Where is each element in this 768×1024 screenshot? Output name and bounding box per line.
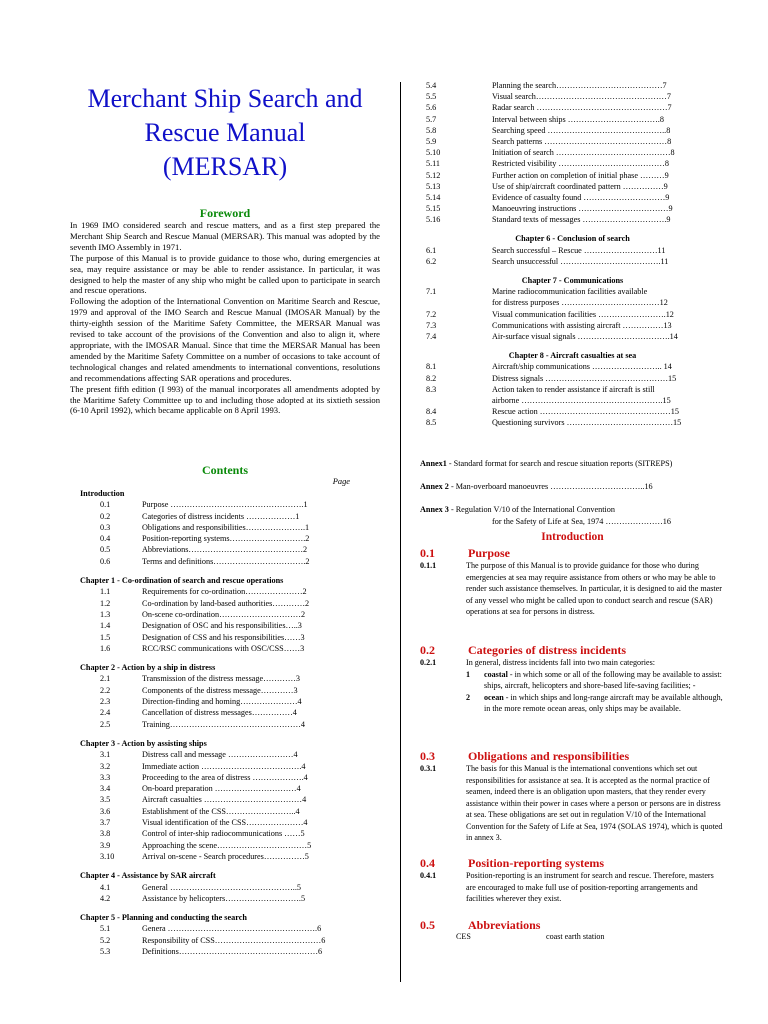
toc-entry bbox=[70, 685, 380, 696]
toc-entry bbox=[70, 673, 380, 684]
toc-entry bbox=[70, 946, 380, 957]
toc-entry bbox=[70, 749, 380, 760]
toc-chapter-heading: Chapter 1 - Co-ordination of search and rescue operations bbox=[80, 576, 284, 586]
section-number: 0.2 bbox=[420, 643, 435, 657]
toc-annex-entry bbox=[420, 504, 725, 526]
toc-entry-number: 5.13 bbox=[426, 181, 441, 191]
toc-entry-number: 5.2 bbox=[100, 935, 111, 945]
toc-entry-title: Rescue action …………………………………………15 bbox=[492, 407, 679, 417]
toc-entry-number: 3.6 bbox=[100, 806, 111, 816]
toc-entry-number: 5.12 bbox=[426, 170, 441, 180]
toc-entry-title: Manoeuvring instructions ……………………………9 bbox=[492, 204, 673, 214]
paragraph-number: 0.1.1 bbox=[420, 561, 437, 570]
toc-entry-title: Purpose ………………………………………….1 bbox=[142, 500, 308, 510]
toc-entry-number: 3.3 bbox=[100, 772, 111, 782]
toc-entry-title: Transmission of the distress message…………3 bbox=[142, 674, 300, 684]
toc-entry-number: 1.6 bbox=[100, 643, 111, 653]
toc-entry-title: Use of ship/aircraft coordinated pattern ……………9 bbox=[492, 181, 668, 191]
section-title: Obligations and responsibilities bbox=[468, 749, 630, 763]
toc-chapter-heading: Introduction bbox=[80, 489, 125, 498]
toc-entry-number: 5.7 bbox=[426, 114, 437, 124]
toc-entry-number: 1.2 bbox=[100, 598, 111, 608]
toc-entry-number: 0.1 bbox=[100, 500, 111, 510]
toc-entry bbox=[420, 331, 725, 342]
toc-entry-title: Immediate action ……………………………….4 bbox=[142, 761, 306, 771]
category-item bbox=[466, 692, 725, 715]
toc-entry bbox=[420, 158, 725, 169]
toc-entry-number: 2.5 bbox=[100, 719, 111, 729]
toc-entry bbox=[70, 533, 380, 544]
toc-entry-title: Establishment of the CSS……………………..4 bbox=[142, 806, 300, 816]
section-number: 0.3 bbox=[420, 749, 435, 763]
toc-entry-number: 5.3 bbox=[100, 946, 111, 956]
section-title: Categories of distress incidents bbox=[468, 643, 627, 657]
toc-entry-number: 8.5 bbox=[426, 418, 437, 428]
toc-entry-title: for distress purposes ………………………………12 bbox=[492, 298, 668, 308]
section-heading bbox=[420, 546, 725, 561]
toc-entry-title: Questioning survivors …………………………………15 bbox=[492, 418, 682, 428]
toc-chapter-heading: Chapter 4 - Assistance by SAR aircraft bbox=[80, 871, 216, 881]
toc-entry-title: Search unsuccessful ……………………………….11 bbox=[492, 256, 669, 266]
toc-entry-number: 4.2 bbox=[100, 893, 111, 903]
toc-entry bbox=[70, 840, 380, 851]
paragraph-sentence: The basis for this Manual is the international conventions which set out responsibilities for assistance at sea. It is accepted as the normal practice of seamen, indeed there is an obligation upon masters, that they render every assistance within their power in cases where a person or persons are in distress at sea. These obligations are set out in regulation V/10 of the International Convention for the Safety of Life at Sea, 1974 (SOLAS 1974), which is quoted in annex 3. bbox=[466, 764, 723, 842]
section-body bbox=[420, 870, 725, 910]
toc-entry-number: 3.9 bbox=[100, 840, 111, 850]
section-heading bbox=[420, 856, 725, 871]
toc-entry-number: 2.2 bbox=[100, 685, 111, 695]
toc-entry-title: Training…………………………………………4 bbox=[142, 719, 305, 729]
section-number: 0.1 bbox=[420, 546, 435, 560]
toc-entry-number: 0.4 bbox=[100, 534, 111, 544]
toc-entry-title: Search patterns ………………………………………8 bbox=[492, 136, 672, 146]
toc-entry-title: Abbreviations……………………………………2 bbox=[142, 545, 308, 555]
toc-entry bbox=[420, 147, 725, 158]
toc-entry bbox=[70, 586, 380, 597]
toc-entry-number: 6.1 bbox=[426, 245, 437, 255]
toc-entry bbox=[420, 286, 725, 297]
toc-entry bbox=[420, 214, 725, 225]
category-number: 1 bbox=[466, 669, 471, 679]
toc-entry-title: Distress call and message ……………………4 bbox=[142, 750, 298, 760]
toc-chapter-heading: Chapter 3 - Action by assisting ships bbox=[80, 738, 207, 748]
toc-entry-number: 0.2 bbox=[100, 511, 111, 521]
toc-entry bbox=[70, 882, 380, 893]
paragraph-text bbox=[466, 870, 725, 905]
toc-entry-title: Components of the distress message…………3 bbox=[142, 685, 298, 695]
toc-entry bbox=[70, 893, 380, 904]
paragraph-text bbox=[466, 657, 725, 715]
toc-entry-number: 0.6 bbox=[100, 556, 111, 566]
toc-entry-number: 2.1 bbox=[100, 674, 111, 684]
toc-entry bbox=[420, 417, 725, 428]
toc-entry-title: On-board preparation …………………………4 bbox=[142, 784, 301, 794]
toc-entry bbox=[420, 297, 725, 308]
toc-entry bbox=[70, 761, 380, 772]
introduction-heading: Introduction bbox=[541, 531, 604, 543]
section-number: 0.5 bbox=[420, 918, 435, 932]
toc-chapter-heading: Chapter 5 - Planning and conducting the search bbox=[80, 913, 247, 923]
toc-entry bbox=[420, 373, 725, 384]
foreword-heading: Foreword bbox=[199, 206, 251, 220]
toc-entry-title: Visual identification of the CSS…………………4 bbox=[142, 818, 308, 828]
paragraph-number: 0.3.1 bbox=[420, 764, 437, 773]
paragraph-sentence: Position-reporting is an instrument for search and rescue. Therefore, masters are encouraged to make full use of position-reporting arrangements and facilities wherever they exist. bbox=[466, 871, 714, 903]
section-body bbox=[420, 763, 725, 853]
toc-entry-title: Control of inter-ship radiocommunications ……5 bbox=[142, 829, 305, 839]
category-number: 2 bbox=[466, 692, 471, 702]
toc-spacer bbox=[420, 225, 725, 233]
toc-entry-title: Definitions……………………………………………6 bbox=[142, 946, 323, 956]
page-column-label: Page bbox=[332, 477, 350, 486]
toc-entry-number: 3.10 bbox=[100, 851, 115, 861]
toc-entry bbox=[420, 80, 725, 91]
toc-entry bbox=[420, 384, 725, 395]
toc-entry-title: Genera ……………………………………………….6 bbox=[142, 924, 322, 934]
annex-title-continued: for the Safety of Life at Sea, 1974 …………………16 bbox=[492, 516, 671, 526]
toc-entry-title: Visual search…………………………………………7 bbox=[492, 92, 671, 102]
toc-chapter-heading: Chapter 7 - Communications bbox=[521, 276, 624, 285]
toc-entry bbox=[420, 406, 725, 417]
toc-entry-title: Interval between ships …………………………….8 bbox=[492, 114, 664, 124]
toc-left bbox=[70, 488, 380, 957]
toc-entry bbox=[420, 102, 725, 113]
toc-entry-number: 6.2 bbox=[426, 256, 437, 266]
toc-entry bbox=[420, 192, 725, 203]
contents-heading: Contents bbox=[201, 463, 248, 477]
toc-annex-entry bbox=[420, 481, 725, 492]
toc-spacer bbox=[70, 567, 380, 575]
toc-right bbox=[420, 80, 725, 428]
toc-spacer bbox=[420, 342, 725, 350]
toc-entry-number: 5.6 bbox=[426, 103, 437, 113]
toc-entry-number: 8.2 bbox=[426, 373, 437, 383]
toc-entry-number: 3.1 bbox=[100, 750, 111, 760]
toc-entry-number: 1.3 bbox=[100, 609, 111, 619]
section-title: Purpose bbox=[468, 546, 510, 560]
toc-entry bbox=[70, 851, 380, 862]
toc-entry-title: Distress signals ………………………………………15 bbox=[492, 373, 677, 383]
section-title: Position-reporting systems bbox=[468, 856, 605, 870]
toc-entry bbox=[420, 181, 725, 192]
toc-entry bbox=[70, 522, 380, 533]
paragraph-sentence: The purpose of this Manual is to provide guidance for those who during emergencies at sea may require assistance from others or who may be able to render such assistance themselves. In particular, it is designed to aid the master of any vessel who might be called upon to conduct search and rescue (SAR) operations at sea for persons in distress. bbox=[466, 561, 722, 616]
toc-entry-title: Marine radiocommunication facilities available bbox=[492, 287, 648, 297]
toc-entry bbox=[420, 203, 725, 214]
toc-entry bbox=[420, 361, 725, 372]
annex-title: - Regulation V/10 of the International Convention bbox=[448, 505, 615, 515]
document-title: Merchant Ship Search and Rescue Manual (MERSAR) bbox=[87, 84, 363, 181]
annex-label: Annex1 bbox=[420, 459, 447, 468]
paragraph-text bbox=[466, 763, 725, 844]
toc-entry bbox=[70, 719, 380, 730]
toc-spacer bbox=[70, 862, 380, 870]
toc-entry-number: 8.1 bbox=[426, 362, 437, 372]
toc-entry-title: Communications with assisting aircraft ……………13 bbox=[492, 320, 672, 330]
toc-entry bbox=[70, 620, 380, 631]
toc-entry-title: Action taken to render assistance if aircraft is still bbox=[492, 384, 655, 394]
toc-entry-title: Direction-finding and homing…………………4 bbox=[142, 697, 302, 707]
toc-entry bbox=[70, 643, 380, 654]
toc-entry-title: airborne …………………………………………….15 bbox=[492, 395, 671, 405]
category-term: ocean bbox=[484, 692, 504, 702]
annex-label: Annex 3 bbox=[420, 505, 449, 515]
toc-entry bbox=[70, 817, 380, 828]
toc-spacer bbox=[70, 904, 380, 912]
foreword-text: In 1969 IMO considered search and rescue matters, and as a first step prepared the Merchant Ship Search and Rescue Manual (MERSAR). This manual was adopted by the seventh IMO Assembly in 1971. The purpose of this Manual is to provide guidance to those who, during emergencies at sea, may require assistance or may be able to render assistance. In particular, it was designed to help the master of any ship who might be called upon to participate in search and rescue operations. Following the adoption of the International Convention on Maritime Search and Rescue, 1979 and approval of the IMO Search and Rescue Manual (IMOSAR Manual) by the thirty-eighth session of the Maritime Safety Committee, the MERSAR Manual was revised to take account of the provisions of the Convention and also to align it, where appropriate, with the IMOSAR Manual. Since that time the MERSAR Manual has been amended by the Maritime Safety Committee on a number of occasions to take account of technological changes and related amendments to international conventions, resolutions and recommendations affecting SAR operations and procedures. The present fifth edition (I 993) of the manual incorporates all amendments adopted by the Maritime Safety Committee up to and including those adopted at its sixtieth session (6-10 April 1992), which became applicable on 8 April 1993. bbox=[70, 220, 380, 416]
toc-entry-number: 7.3 bbox=[426, 320, 437, 330]
paragraph-sentence: In general, distress incidents fall into two main categories: bbox=[466, 658, 656, 667]
toc-entry bbox=[420, 91, 725, 102]
toc-entry-title: Position-reporting systems……………………….2 bbox=[142, 534, 310, 544]
annex-title: - Standard format for search and rescue situation reports (SITREPS) bbox=[446, 459, 673, 468]
toc-entry-title: Terms and definitions…………………………….2 bbox=[142, 556, 310, 566]
toc-entry-title: Planning the search…………………………………7 bbox=[492, 81, 667, 90]
toc-entry-title: Restricted visibility …………………………………8 bbox=[492, 159, 669, 169]
toc-entry bbox=[70, 828, 380, 839]
toc-entry-title: Assistance by helicopters……………………….5 bbox=[142, 893, 306, 903]
toc-entry-number: 3.8 bbox=[100, 829, 111, 839]
toc-entry-number: 3.5 bbox=[100, 795, 111, 805]
toc-entry-number: 5.15 bbox=[426, 204, 441, 214]
toc-entry-title: Evidence of casualty found …………………………9 bbox=[492, 192, 670, 202]
toc-entry bbox=[420, 125, 725, 136]
toc-entry-number: 7.1 bbox=[426, 287, 437, 297]
category-item bbox=[466, 669, 725, 692]
toc-entry-number: 1.4 bbox=[100, 621, 111, 631]
category-term: coastal bbox=[484, 669, 508, 679]
toc-entry bbox=[420, 320, 725, 331]
toc-entry-number: 5.16 bbox=[426, 215, 441, 225]
toc-entry bbox=[70, 696, 380, 707]
toc-entry bbox=[420, 245, 725, 256]
toc-entry-number: 1.1 bbox=[100, 587, 111, 597]
section-heading bbox=[420, 749, 725, 764]
toc-entry-title: Designation of OSC and his responsibilities…..3 bbox=[142, 621, 302, 631]
toc-entry-number: 5.4 bbox=[426, 81, 437, 90]
toc-entry bbox=[420, 170, 725, 181]
annex-label: Annex 2 bbox=[420, 482, 449, 492]
section-body bbox=[420, 931, 725, 945]
toc-entry-title: Initiation of search ……………………………………8 bbox=[492, 148, 675, 158]
toc-entry-number: 5.5 bbox=[426, 92, 437, 102]
toc-entry-number: 7.2 bbox=[426, 309, 437, 319]
section-body bbox=[420, 657, 725, 747]
toc-entry bbox=[70, 935, 380, 946]
toc-entry-number: 5.10 bbox=[426, 148, 441, 158]
toc-entry-number: 3.7 bbox=[100, 818, 111, 828]
toc-entry bbox=[70, 556, 380, 567]
toc-entry-title: Co-ordination by land-based authorities…………2 bbox=[142, 598, 310, 608]
toc-entry bbox=[420, 256, 725, 267]
toc-entry-number: 2.4 bbox=[100, 708, 111, 718]
toc-spacer bbox=[70, 654, 380, 662]
toc-entry-title: Categories of distress incidents ………………1 bbox=[142, 511, 300, 521]
toc-entry bbox=[70, 794, 380, 805]
toc-entry-title: Air-surface visual signals …………………………….14 bbox=[492, 331, 678, 341]
toc-entry-title: Arrival on-scene - Search procedures……………5 bbox=[142, 851, 309, 861]
toc-entry-number: 5.11 bbox=[426, 159, 441, 169]
toc-entry-number: 2.3 bbox=[100, 697, 111, 707]
toc-entry-title: Aircraft/ship communications …………………….. 14 bbox=[492, 362, 672, 372]
toc-entry-title: Further action on completion of initial phase ………9 bbox=[492, 170, 669, 180]
toc-entry-number: 5.1 bbox=[100, 924, 111, 934]
toc-entry bbox=[70, 544, 380, 555]
toc-entry-number: 8.4 bbox=[426, 407, 437, 417]
paragraph-number: 0.2.1 bbox=[420, 658, 437, 667]
section-number: 0.4 bbox=[420, 856, 435, 870]
paragraph-text bbox=[466, 560, 725, 618]
toc-entry-title: General ………………………………………..5 bbox=[142, 882, 301, 892]
toc-entry-title: Search successful – Rescue ………………………11 bbox=[492, 245, 666, 255]
toc-chapter-heading: Chapter 2 - Action by a ship in distress bbox=[80, 663, 216, 673]
toc-entry-title: Designation of CSS and his responsibilities……3 bbox=[142, 632, 305, 642]
toc-entry-title: Obligations and responsibilities………………….1 bbox=[142, 522, 310, 532]
toc-entry-title: Visual communication facilities …………………….12 bbox=[492, 309, 674, 319]
toc-entry-number: 5.9 bbox=[426, 136, 437, 146]
toc-entry-number: 5.14 bbox=[426, 192, 441, 202]
toc-entry bbox=[420, 114, 725, 125]
toc-entry-title: Searching speed ……………………………………..8 bbox=[492, 125, 671, 135]
toc-entry-number: 3.2 bbox=[100, 761, 111, 771]
toc-entry-number: 0.5 bbox=[100, 545, 111, 555]
toc-entry-number: 7.4 bbox=[426, 331, 437, 341]
section-heading bbox=[420, 643, 725, 658]
toc-entry bbox=[420, 309, 725, 320]
toc-entry-number: 4.1 bbox=[100, 882, 111, 892]
section-body bbox=[420, 560, 725, 630]
toc-entry bbox=[70, 772, 380, 783]
toc-entry-title: Proceeding to the area of distress ……………….4 bbox=[142, 772, 308, 782]
category-description: - in which ships and long-range aircraft may be available although, in the more remote ocean areas, only ships may be available. bbox=[484, 692, 723, 713]
toc-entry bbox=[70, 499, 380, 510]
toc-entry bbox=[70, 598, 380, 609]
toc-entry-title: Requirements for co-ordination…………………2 bbox=[142, 587, 307, 597]
toc-entry-title: Cancellation of distress messages……………4 bbox=[142, 708, 297, 718]
toc-annexes bbox=[420, 458, 725, 539]
annex-title: - Man-overboard manoeuvres ……………………………..16 bbox=[448, 482, 653, 492]
toc-entry bbox=[70, 783, 380, 794]
toc-entry bbox=[420, 136, 725, 147]
toc-entry bbox=[70, 923, 380, 934]
toc-entry bbox=[70, 511, 380, 522]
toc-entry bbox=[70, 806, 380, 817]
category-description: - in which some or all of the following may be available to assist: ships, aircraft, helicopters and shore-based life-saving facilities; - bbox=[484, 669, 722, 690]
toc-entry-title: Approaching the scene……………………………5 bbox=[142, 840, 312, 850]
abbreviation-definition: coast earth station bbox=[546, 932, 605, 941]
toc-chapter-heading: Chapter 8 - Aircraft casualties at sea bbox=[508, 351, 637, 361]
toc-entry bbox=[70, 609, 380, 620]
paragraph-number: 0.4.1 bbox=[420, 871, 437, 880]
toc-entry-number: 3.4 bbox=[100, 784, 111, 794]
toc-annex-entry bbox=[420, 458, 725, 469]
abbreviation-entry bbox=[456, 931, 605, 943]
toc-entry-title: Standard texts of messages ………………………….9 bbox=[492, 215, 671, 225]
abbreviation-term: CES bbox=[456, 932, 471, 941]
toc-entry-title: Responsibility of CSS…………………………………6 bbox=[142, 935, 326, 945]
toc-entry-title: Aircraft casualties ………………………………4 bbox=[142, 795, 307, 805]
toc-entry-number: 5.8 bbox=[426, 125, 437, 135]
toc-entry-title: On-scene co-ordination…………………………2 bbox=[142, 609, 306, 619]
column-divider bbox=[400, 82, 401, 982]
toc-entry bbox=[70, 707, 380, 718]
section-title: Abbreviations bbox=[468, 918, 541, 932]
toc-entry bbox=[420, 395, 725, 406]
toc-entry bbox=[70, 632, 380, 643]
toc-entry-title: Radar search …………………………………………7 bbox=[492, 103, 672, 113]
toc-entry-number: 1.5 bbox=[100, 632, 111, 642]
toc-entry-title: RCC/RSC communications with OSC/CSS……3 bbox=[142, 643, 305, 653]
toc-entry-number: 8.3 bbox=[426, 384, 437, 394]
toc-chapter-heading: Chapter 6 - Conclusion of search bbox=[515, 234, 630, 244]
toc-entry-number: 0.3 bbox=[100, 522, 111, 532]
toc-spacer bbox=[420, 267, 725, 275]
toc-spacer bbox=[70, 730, 380, 738]
